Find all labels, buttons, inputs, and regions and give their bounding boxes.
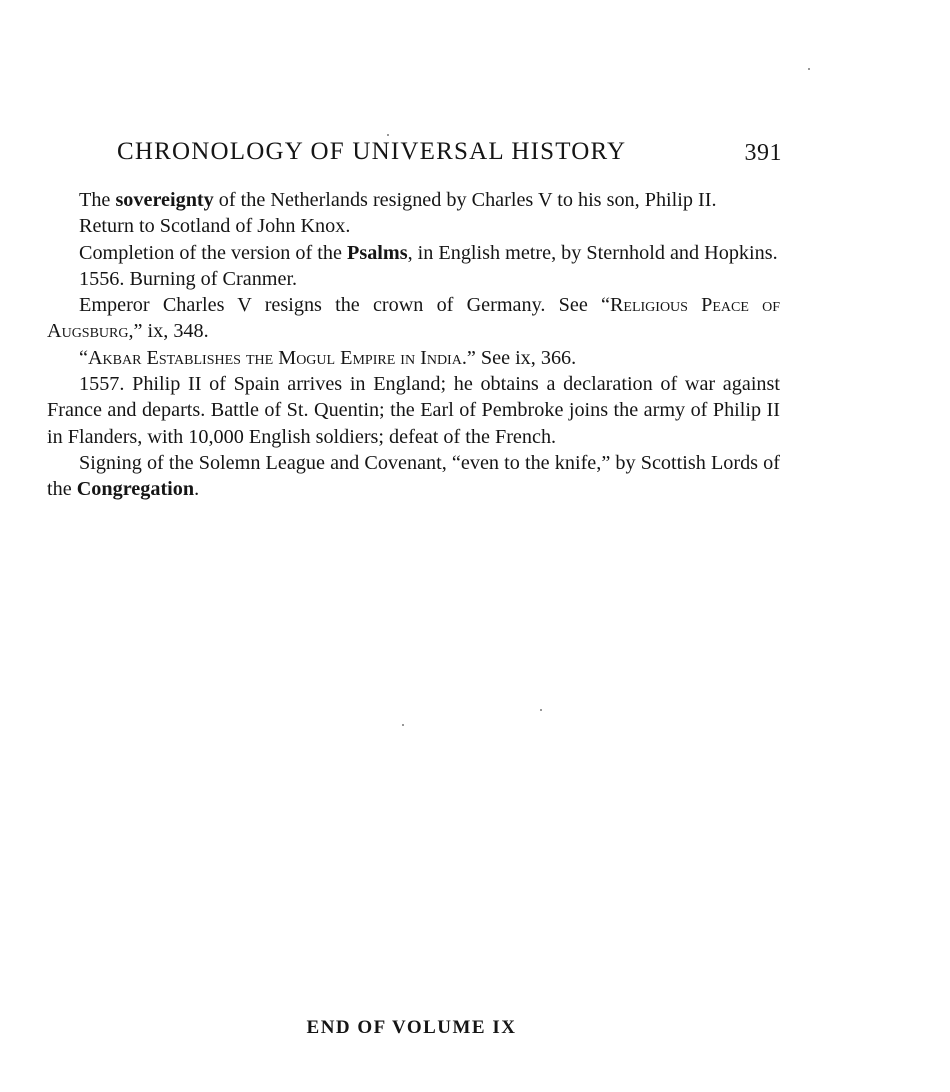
scan-speck xyxy=(808,68,810,70)
chronology-entries xyxy=(47,187,780,503)
entry-psalms-version: Completion of the version of the Psalms, in English metre, by Sternhold and Hopkins. xyxy=(79,241,778,264)
end-of-volume-footer: END OF VOLUME IX xyxy=(306,1017,517,1038)
scan-speck xyxy=(540,709,542,711)
entry-john-knox: Return to Scotland of John Knox. xyxy=(79,215,351,238)
page-number: 391 xyxy=(744,140,782,166)
scan-speck xyxy=(402,724,404,726)
entry-netherlands-sovereignty: The sovereignty of the Netherlands resigned by Charles V to his son, Philip II. xyxy=(79,189,717,211)
running-header xyxy=(117,138,782,172)
scan-speck xyxy=(387,134,389,136)
entry-charles-v-resigns: Emperor Charles V resigns the crown of Germany. See “Religious Peace of Augsburg,” ix, 348. xyxy=(47,294,781,343)
entry-akbar-mogul-empire: “Akbar Establishes the Mogul Empire in India.” See ix, 366. xyxy=(79,346,577,369)
entry-solemn-league: Signing of the Solemn League and Covenant, “even to the knife,” by Scottish Lords of the Congregation. xyxy=(47,451,780,501)
entry-1557-philip-ii: 1557. Philip II of Spain arrives in England; he obtains a declaration of war against France and departs. Battle of St. Quentin; the Earl of Pembroke joins the army of Philip II in Flanders, with 10,000 English soldiers; defeat of the French. xyxy=(47,373,780,448)
page-title: CHRONOLOGY OF UNIVERSAL HISTORY xyxy=(117,138,627,165)
entry-1556-cranmer: 1556. Burning of Cranmer. xyxy=(79,267,298,290)
